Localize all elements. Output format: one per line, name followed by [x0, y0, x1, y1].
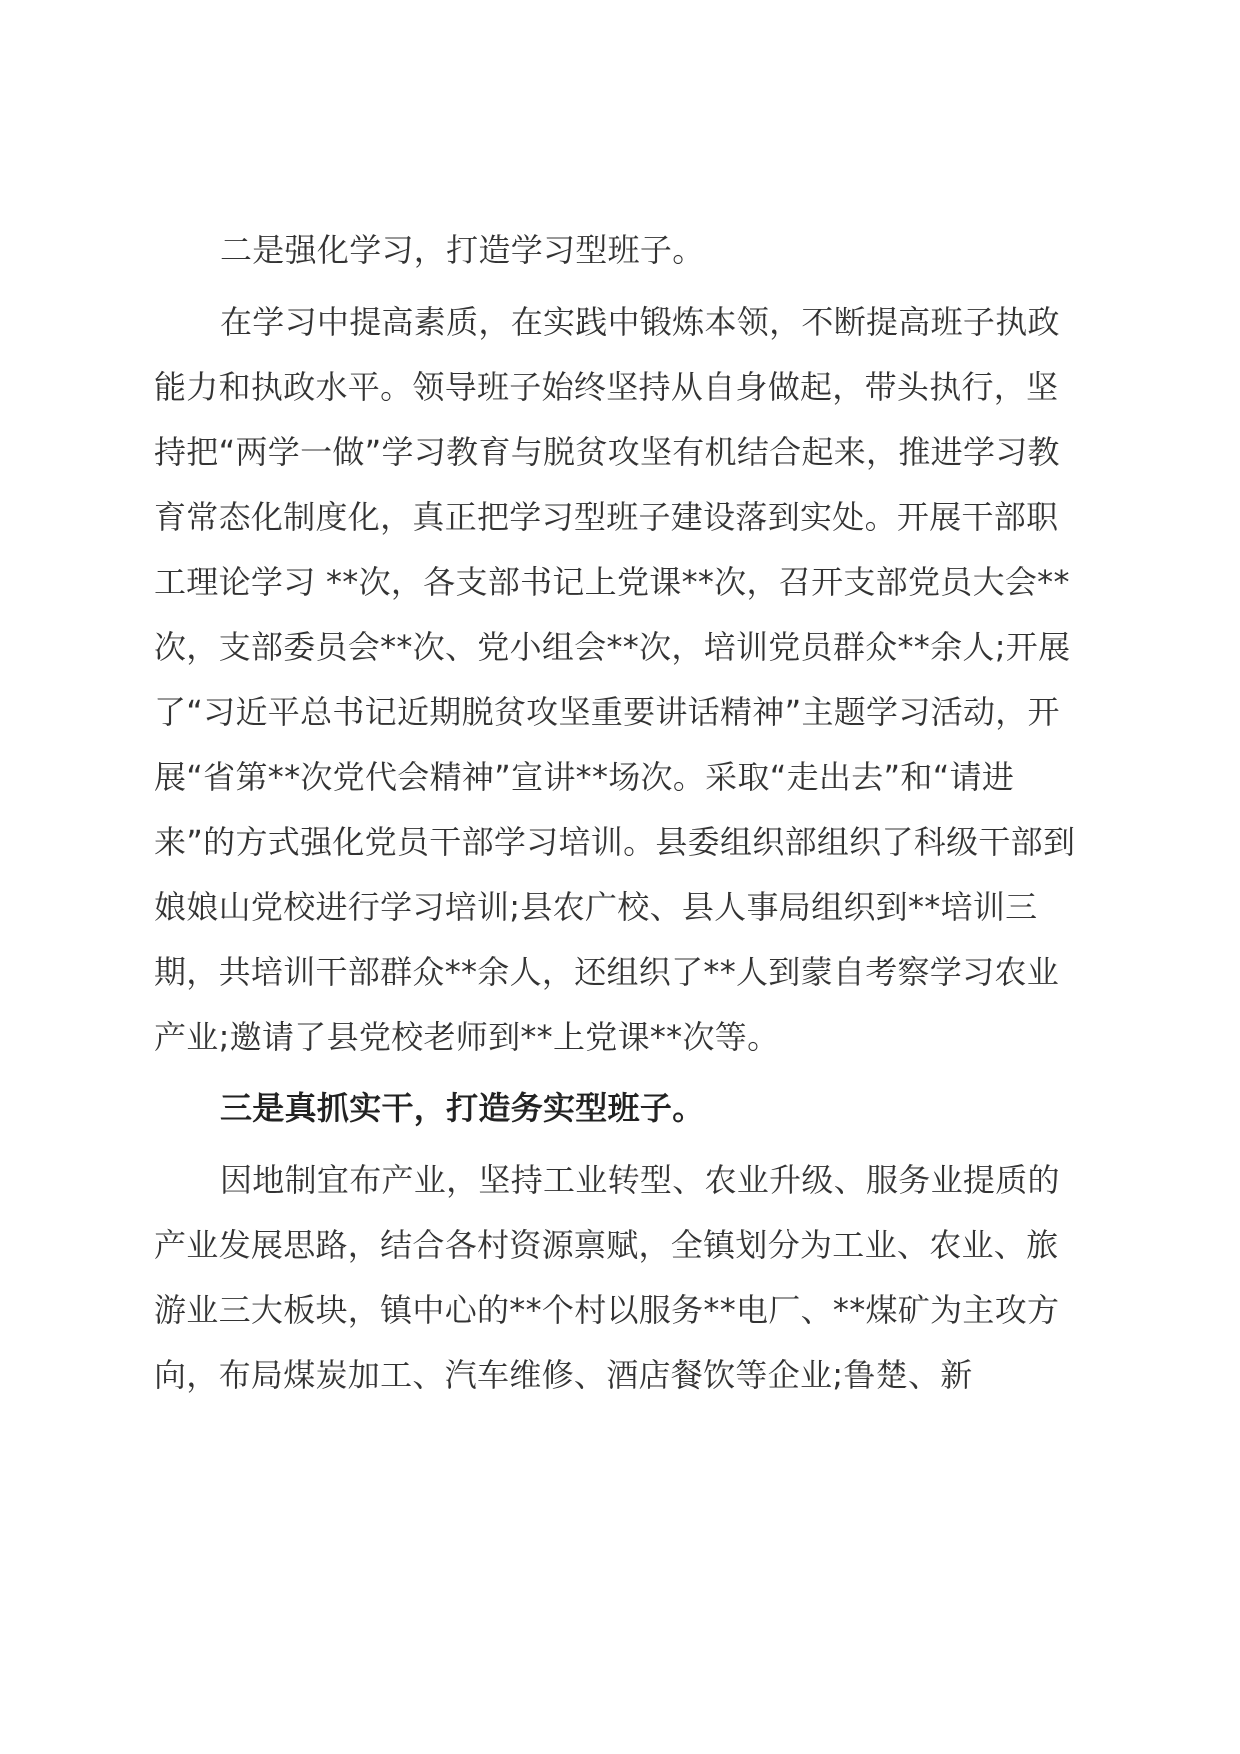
paragraph-industry-layout: 因地制宜布产业，坚持工业转型、农业升级、服务业提质的产业发展思路，结合各村资源禀赋，全镇划分为工业、农业、旅游业三大板块，镇中心的**个村以服务**电厂、**煤矿为主攻方向，布局煤炭加工、汽车维修、酒店餐饮等企业;鲁楚、新 — [154, 1161, 1060, 1394]
document-body — [154, 218, 1084, 1414]
paragraph-learning-details: 在学习中提高素质，在实践中锻炼本领，不断提高班子执政能力和执政水平。领导班子始终坚持从自身做起，带头执行，坚持把“两学一做”学习教育与脱贫攻坚有机结合起来，推进学习教育常态化制度化，真正把学习型班子建设落到实处。开展干部职工理论学习 **次，各支部书记上党课**次，召开支部党员大会**次，支部委员会**次、党小组会**次，培训党员群众**余人;开展了“习近平总书记近期脱贫攻坚重要讲话精神”主题学习活动，开展“省第**次党代会精神”宣讲**场次。采取“走出去”和“请进来”的方式强化党员干部学习培训。县委组织部组织了科级干部到娘娘山党校进行学习培训;县农广校、县人事局组织到**培训三期，共培训干部群众**余人，还组织了**人到蒙自考察学习农业产业;邀请了县党校老师到**上党课**次等。 — [154, 303, 1076, 1056]
section-heading-strengthen-learning: 二是强化学习，打造学习型班子。 — [220, 231, 705, 269]
section-heading-practical-work: 三是真抓实干，打造务实型班子。 — [220, 1089, 705, 1127]
